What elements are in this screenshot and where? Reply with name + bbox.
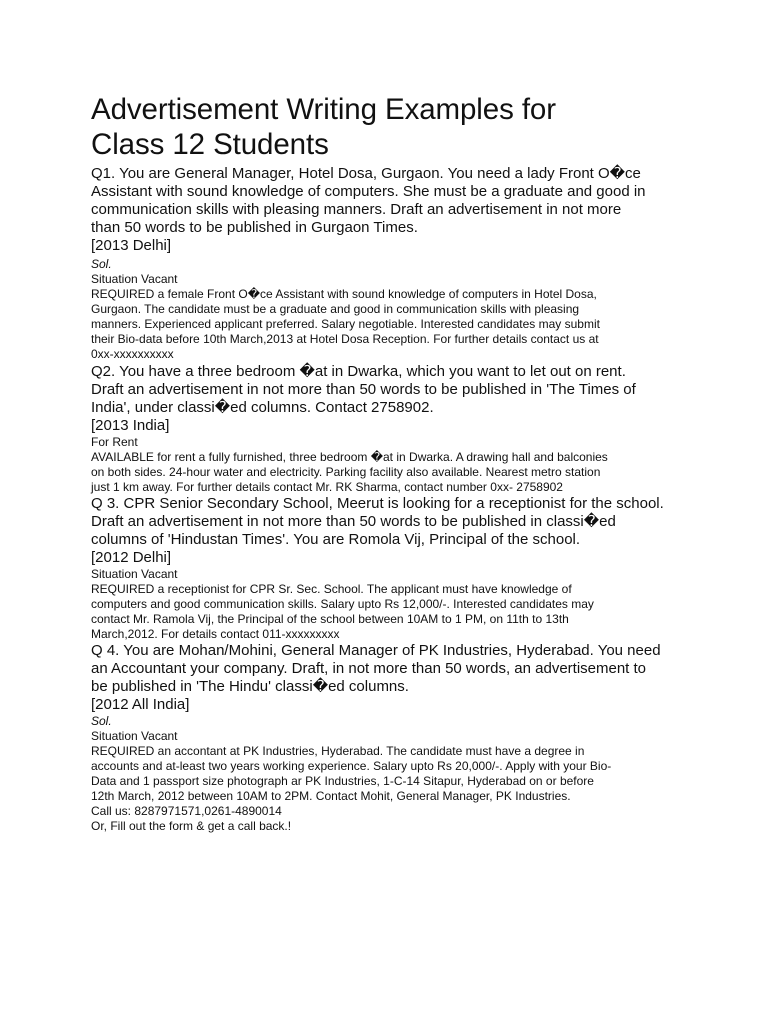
question-line: columns of 'Hindustan Times'. You are Romola Vij, Principal of the school. bbox=[91, 531, 581, 548]
question-source: [2013 India] bbox=[91, 417, 170, 434]
answer-line: REQUIRED a female Front O�ce Assistant with sound knowledge of computers in Hotel Dosa, bbox=[91, 287, 597, 301]
answer-line: accounts and at-least two years working experience. Salary upto Rs 20,000/-. Apply with your Bio- bbox=[91, 759, 612, 773]
ad-heading: For Rent bbox=[91, 435, 138, 449]
answer-line: AVAILABLE for rent a fully furnished, three bedroom �at in Dwarka. A drawing hall and balconies bbox=[91, 450, 608, 464]
question-line: Draft an advertisement in not more than 50 words to be published in 'The Times of bbox=[91, 381, 636, 398]
document-page bbox=[91, 92, 691, 834]
question-line: Q 3. CPR Senior Secondary School, Meerut is looking for a receptionist for the school. bbox=[91, 495, 664, 512]
question-line: communication skills with pleasing manners. Draft an advertisement in not more bbox=[91, 201, 622, 218]
answer-line: on both sides. 24-hour water and electricity. Parking facility also available. Nearest metro station bbox=[91, 465, 601, 479]
question-source: [2012 All India] bbox=[91, 696, 190, 713]
title-line: Class 12 Students bbox=[91, 128, 329, 161]
question-3 bbox=[91, 495, 691, 567]
answer-line: Call us: 8287971571,0261-4890014 bbox=[91, 804, 282, 818]
question-2 bbox=[91, 363, 691, 435]
answer-line: 12th March, 2012 between 10AM to 2PM. Contact Mohit, General Manager, PK Industries. bbox=[91, 789, 571, 803]
question-line: Q2. You have a three bedroom �at in Dwarka, which you want to let out on rent. bbox=[91, 363, 626, 380]
question-line: be published in 'The Hindu' classi�ed columns. bbox=[91, 678, 409, 695]
answer-1 bbox=[91, 257, 691, 362]
answer-line: Gurgaon. The candidate must be a graduate and good in communication skills with pleasing bbox=[91, 302, 580, 316]
answer-line: REQUIRED a receptionist for CPR Sr. Sec. School. The applicant must have knowledge of bbox=[91, 582, 572, 596]
question-line: India', under classi�ed columns. Contact 2758902. bbox=[91, 399, 434, 416]
title-line: Advertisement Writing Examples for bbox=[91, 93, 556, 126]
answer-line: REQUIRED an accontant at PK Industries, Hyderabad. The candidate must have a degree in bbox=[91, 744, 585, 758]
question-source: [2012 Delhi] bbox=[91, 549, 172, 566]
ad-heading: Situation Vacant bbox=[91, 729, 178, 743]
answer-4 bbox=[91, 714, 691, 834]
solution-label: Sol. bbox=[91, 257, 112, 271]
question-line: an Accountant your company. Draft, in not more than 50 words, an advertisement to bbox=[91, 660, 647, 677]
ad-heading: Situation Vacant bbox=[91, 567, 178, 581]
answer-line: manners. Experienced applicant preferred. Salary negotiable. Interested candidates may submit bbox=[91, 317, 600, 331]
question-line: Assistant with sound knowledge of computers. She must be a graduate and good in bbox=[91, 183, 646, 200]
question-4 bbox=[91, 642, 691, 714]
answer-line: Data and 1 passport size photograph ar PK Industries, 1-C-14 Sitapur, Hyderabad on or before bbox=[91, 774, 594, 788]
ad-heading: Situation Vacant bbox=[91, 272, 178, 286]
question-1 bbox=[91, 165, 691, 255]
page-title bbox=[91, 92, 691, 162]
answer-3 bbox=[91, 567, 691, 642]
answer-line: Or, Fill out the form & get a call back.! bbox=[91, 819, 292, 833]
answer-line: their Bio-data before 10th March,2013 at Hotel Dosa Reception. For further details contact us at bbox=[91, 332, 599, 346]
answer-2 bbox=[91, 435, 691, 495]
answer-line: March,2012. For details contact 011-xxxxxxxxx bbox=[91, 627, 340, 641]
question-line: than 50 words to be published in Gurgaon Times. bbox=[91, 219, 418, 236]
answer-line: contact Mr. Ramola Vij, the Principal of the school between 10AM to 1 PM, on 11th to 13th bbox=[91, 612, 569, 626]
answer-line: just 1 km away. For further details contact Mr. RK Sharma, contact number 0xx- 2758902 bbox=[91, 480, 563, 494]
answer-line: 0xx-xxxxxxxxxx bbox=[91, 347, 174, 361]
answer-line: computers and good communication skills. Salary upto Rs 12,000/-. Interested candidates may bbox=[91, 597, 594, 611]
question-line: Q 4. You are Mohan/Mohini, General Manager of PK Industries, Hyderabad. You need bbox=[91, 642, 661, 659]
question-line: Draft an advertisement in not more than 50 words to be published in classi�ed bbox=[91, 513, 616, 530]
question-line: Q1. You are General Manager, Hotel Dosa, Gurgaon. You need a lady Front O�ce bbox=[91, 165, 641, 182]
question-source: [2013 Delhi] bbox=[91, 237, 172, 254]
solution-label: Sol. bbox=[91, 714, 112, 728]
